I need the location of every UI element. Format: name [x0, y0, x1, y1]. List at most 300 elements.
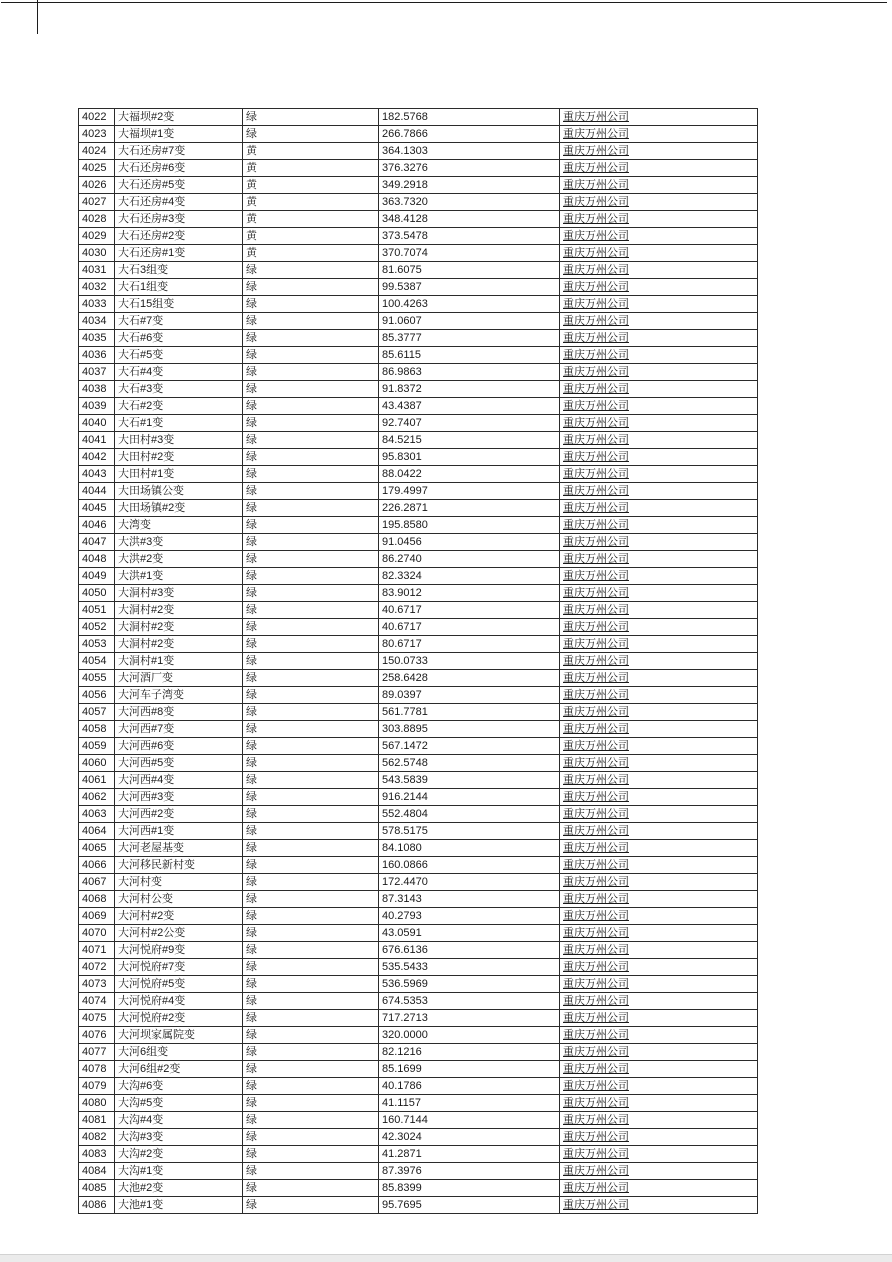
- row-id-cell[interactable]: 4049: [79, 568, 115, 585]
- station-name-cell[interactable]: 大石#3变: [115, 381, 243, 398]
- row-id-cell[interactable]: 4077: [79, 1044, 115, 1061]
- status-cell[interactable]: 绿: [243, 670, 379, 687]
- company-link[interactable]: 重庆万州公司: [563, 756, 629, 769]
- row-id-cell[interactable]: 4029: [79, 228, 115, 245]
- value-cell[interactable]: 258.6428: [379, 670, 560, 687]
- company-link[interactable]: 重庆万州公司: [563, 773, 629, 786]
- station-name-cell[interactable]: 大河移民新村变: [115, 857, 243, 874]
- station-name-cell[interactable]: 大田村#3变: [115, 432, 243, 449]
- value-cell[interactable]: 536.5969: [379, 976, 560, 993]
- station-name-cell[interactable]: 大石还房#7变: [115, 143, 243, 160]
- value-cell[interactable]: 85.8399: [379, 1180, 560, 1197]
- value-cell[interactable]: 89.0397: [379, 687, 560, 704]
- status-cell[interactable]: 绿: [243, 449, 379, 466]
- status-cell[interactable]: 绿: [243, 126, 379, 143]
- row-id-cell[interactable]: 4078: [79, 1061, 115, 1078]
- company-link[interactable]: 重庆万州公司: [563, 1028, 629, 1041]
- row-id-cell[interactable]: 4037: [79, 364, 115, 381]
- company-link[interactable]: 重庆万州公司: [563, 161, 629, 174]
- status-cell[interactable]: 绿: [243, 109, 379, 126]
- company-link[interactable]: 重庆万州公司: [563, 1164, 629, 1177]
- value-cell[interactable]: 84.5215: [379, 432, 560, 449]
- row-id-cell[interactable]: 4059: [79, 738, 115, 755]
- company-link[interactable]: 重庆万州公司: [563, 314, 629, 327]
- value-cell[interactable]: 160.7144: [379, 1112, 560, 1129]
- value-cell[interactable]: 100.4263: [379, 296, 560, 313]
- status-cell[interactable]: 绿: [243, 551, 379, 568]
- station-name-cell[interactable]: 大河6组变: [115, 1044, 243, 1061]
- station-name-cell[interactable]: 大石15组变: [115, 296, 243, 313]
- value-cell[interactable]: 41.2871: [379, 1146, 560, 1163]
- company-link[interactable]: 重庆万州公司: [563, 212, 629, 225]
- station-name-cell[interactable]: 大池#2变: [115, 1180, 243, 1197]
- value-cell[interactable]: 182.5768: [379, 109, 560, 126]
- station-name-cell[interactable]: 大石#5变: [115, 347, 243, 364]
- status-cell[interactable]: 绿: [243, 1197, 379, 1214]
- station-name-cell[interactable]: 大沟#1变: [115, 1163, 243, 1180]
- station-name-cell[interactable]: 大田村#2变: [115, 449, 243, 466]
- company-link[interactable]: 重庆万州公司: [563, 365, 629, 378]
- station-name-cell[interactable]: 大沟#6变: [115, 1078, 243, 1095]
- value-cell[interactable]: 84.1080: [379, 840, 560, 857]
- status-cell[interactable]: 绿: [243, 381, 379, 398]
- station-name-cell[interactable]: 大河西#1变: [115, 823, 243, 840]
- status-cell[interactable]: 绿: [243, 959, 379, 976]
- value-cell[interactable]: 82.1216: [379, 1044, 560, 1061]
- row-id-cell[interactable]: 4083: [79, 1146, 115, 1163]
- row-id-cell[interactable]: 4047: [79, 534, 115, 551]
- status-cell[interactable]: 绿: [243, 857, 379, 874]
- row-id-cell[interactable]: 4051: [79, 602, 115, 619]
- company-link[interactable]: 重庆万州公司: [563, 297, 629, 310]
- value-cell[interactable]: 86.9863: [379, 364, 560, 381]
- company-link[interactable]: 重庆万州公司: [563, 909, 629, 922]
- station-name-cell[interactable]: 大河西#2变: [115, 806, 243, 823]
- station-name-cell[interactable]: 大田村#1变: [115, 466, 243, 483]
- station-name-cell[interactable]: 大河坝家属院变: [115, 1027, 243, 1044]
- station-name-cell[interactable]: 大石还房#5变: [115, 177, 243, 194]
- station-name-cell[interactable]: 大河悦府#4变: [115, 993, 243, 1010]
- company-link[interactable]: 重庆万州公司: [563, 858, 629, 871]
- station-name-cell[interactable]: 大田场镇#2变: [115, 500, 243, 517]
- company-link[interactable]: 重庆万州公司: [563, 671, 629, 684]
- company-link[interactable]: 重庆万州公司: [563, 1181, 629, 1194]
- status-cell[interactable]: 绿: [243, 1146, 379, 1163]
- company-link[interactable]: 重庆万州公司: [563, 331, 629, 344]
- status-cell[interactable]: 绿: [243, 517, 379, 534]
- row-id-cell[interactable]: 4042: [79, 449, 115, 466]
- value-cell[interactable]: 567.1472: [379, 738, 560, 755]
- station-name-cell[interactable]: 大河悦府#9变: [115, 942, 243, 959]
- company-link[interactable]: 重庆万州公司: [563, 433, 629, 446]
- status-cell[interactable]: 黄: [243, 160, 379, 177]
- value-cell[interactable]: 85.3777: [379, 330, 560, 347]
- status-cell[interactable]: 绿: [243, 755, 379, 772]
- station-name-cell[interactable]: 大福坝#2变: [115, 109, 243, 126]
- row-id-cell[interactable]: 4073: [79, 976, 115, 993]
- value-cell[interactable]: 86.2740: [379, 551, 560, 568]
- station-name-cell[interactable]: 大石还房#3变: [115, 211, 243, 228]
- row-id-cell[interactable]: 4061: [79, 772, 115, 789]
- row-id-cell[interactable]: 4032: [79, 279, 115, 296]
- station-name-cell[interactable]: 大河悦府#7变: [115, 959, 243, 976]
- row-id-cell[interactable]: 4074: [79, 993, 115, 1010]
- company-link[interactable]: 重庆万州公司: [563, 195, 629, 208]
- company-link[interactable]: 重庆万州公司: [563, 246, 629, 259]
- row-id-cell[interactable]: 4070: [79, 925, 115, 942]
- status-cell[interactable]: 绿: [243, 840, 379, 857]
- company-link[interactable]: 重庆万州公司: [563, 1130, 629, 1143]
- station-name-cell[interactable]: 大沟#4变: [115, 1112, 243, 1129]
- station-name-cell[interactable]: 大洞村#2变: [115, 602, 243, 619]
- status-cell[interactable]: 绿: [243, 874, 379, 891]
- row-id-cell[interactable]: 4068: [79, 891, 115, 908]
- value-cell[interactable]: 95.8301: [379, 449, 560, 466]
- row-id-cell[interactable]: 4080: [79, 1095, 115, 1112]
- row-id-cell[interactable]: 4072: [79, 959, 115, 976]
- row-id-cell[interactable]: 4050: [79, 585, 115, 602]
- row-id-cell[interactable]: 4025: [79, 160, 115, 177]
- status-cell[interactable]: 绿: [243, 262, 379, 279]
- company-link[interactable]: 重庆万州公司: [563, 637, 629, 650]
- status-cell[interactable]: 绿: [243, 687, 379, 704]
- status-cell[interactable]: 绿: [243, 636, 379, 653]
- row-id-cell[interactable]: 4085: [79, 1180, 115, 1197]
- company-link[interactable]: 重庆万州公司: [563, 688, 629, 701]
- station-name-cell[interactable]: 大洪#1变: [115, 568, 243, 585]
- row-id-cell[interactable]: 4027: [79, 194, 115, 211]
- status-cell[interactable]: 绿: [243, 976, 379, 993]
- status-cell[interactable]: 绿: [243, 313, 379, 330]
- value-cell[interactable]: 348.4128: [379, 211, 560, 228]
- station-name-cell[interactable]: 大河村#2公变: [115, 925, 243, 942]
- row-id-cell[interactable]: 4067: [79, 874, 115, 891]
- value-cell[interactable]: 85.6115: [379, 347, 560, 364]
- value-cell[interactable]: 916.2144: [379, 789, 560, 806]
- row-id-cell[interactable]: 4062: [79, 789, 115, 806]
- company-link[interactable]: 重庆万州公司: [563, 110, 629, 123]
- company-link[interactable]: 重庆万州公司: [563, 807, 629, 820]
- station-name-cell[interactable]: 大石1组变: [115, 279, 243, 296]
- value-cell[interactable]: 674.5353: [379, 993, 560, 1010]
- row-id-cell[interactable]: 4056: [79, 687, 115, 704]
- station-name-cell[interactable]: 大河6组#2变: [115, 1061, 243, 1078]
- value-cell[interactable]: 578.5175: [379, 823, 560, 840]
- status-cell[interactable]: 黄: [243, 143, 379, 160]
- value-cell[interactable]: 303.8895: [379, 721, 560, 738]
- station-name-cell[interactable]: 大沟#5变: [115, 1095, 243, 1112]
- company-link[interactable]: 重庆万州公司: [563, 416, 629, 429]
- row-id-cell[interactable]: 4064: [79, 823, 115, 840]
- row-id-cell[interactable]: 4028: [79, 211, 115, 228]
- row-id-cell[interactable]: 4033: [79, 296, 115, 313]
- value-cell[interactable]: 676.6136: [379, 942, 560, 959]
- station-name-cell[interactable]: 大洪#3变: [115, 534, 243, 551]
- status-cell[interactable]: 绿: [243, 602, 379, 619]
- value-cell[interactable]: 95.7695: [379, 1197, 560, 1214]
- row-id-cell[interactable]: 4045: [79, 500, 115, 517]
- row-id-cell[interactable]: 4079: [79, 1078, 115, 1095]
- station-name-cell[interactable]: 大福坝#1变: [115, 126, 243, 143]
- company-link[interactable]: 重庆万州公司: [563, 790, 629, 803]
- value-cell[interactable]: 320.0000: [379, 1027, 560, 1044]
- value-cell[interactable]: 92.7407: [379, 415, 560, 432]
- value-cell[interactable]: 349.2918: [379, 177, 560, 194]
- value-cell[interactable]: 42.3024: [379, 1129, 560, 1146]
- row-id-cell[interactable]: 4023: [79, 126, 115, 143]
- status-cell[interactable]: 绿: [243, 364, 379, 381]
- station-name-cell[interactable]: 大河村#2变: [115, 908, 243, 925]
- value-cell[interactable]: 363.7320: [379, 194, 560, 211]
- row-id-cell[interactable]: 4053: [79, 636, 115, 653]
- company-link[interactable]: 重庆万州公司: [563, 943, 629, 956]
- station-name-cell[interactable]: 大河西#5变: [115, 755, 243, 772]
- station-name-cell[interactable]: 大河西#3变: [115, 789, 243, 806]
- station-name-cell[interactable]: 大石#4变: [115, 364, 243, 381]
- company-link[interactable]: 重庆万州公司: [563, 1198, 629, 1211]
- value-cell[interactable]: 370.7074: [379, 245, 560, 262]
- status-cell[interactable]: 绿: [243, 1078, 379, 1095]
- row-id-cell[interactable]: 4063: [79, 806, 115, 823]
- company-link[interactable]: 重庆万州公司: [563, 1113, 629, 1126]
- station-name-cell[interactable]: 大石#2变: [115, 398, 243, 415]
- status-cell[interactable]: 黄: [243, 194, 379, 211]
- company-link[interactable]: 重庆万州公司: [563, 586, 629, 599]
- row-id-cell[interactable]: 4038: [79, 381, 115, 398]
- row-id-cell[interactable]: 4082: [79, 1129, 115, 1146]
- company-link[interactable]: 重庆万州公司: [563, 824, 629, 837]
- value-cell[interactable]: 543.5839: [379, 772, 560, 789]
- station-name-cell[interactable]: 大洞村#1变: [115, 653, 243, 670]
- status-cell[interactable]: 黄: [243, 228, 379, 245]
- value-cell[interactable]: 562.5748: [379, 755, 560, 772]
- station-name-cell[interactable]: 大石#1变: [115, 415, 243, 432]
- company-link[interactable]: 重庆万州公司: [563, 484, 629, 497]
- company-link[interactable]: 重庆万州公司: [563, 518, 629, 531]
- value-cell[interactable]: 717.2713: [379, 1010, 560, 1027]
- company-link[interactable]: 重庆万州公司: [563, 1011, 629, 1024]
- status-cell[interactable]: 绿: [243, 993, 379, 1010]
- value-cell[interactable]: 83.9012: [379, 585, 560, 602]
- status-cell[interactable]: 绿: [243, 483, 379, 500]
- row-id-cell[interactable]: 4052: [79, 619, 115, 636]
- company-link[interactable]: 重庆万州公司: [563, 841, 629, 854]
- status-cell[interactable]: 绿: [243, 432, 379, 449]
- value-cell[interactable]: 88.0422: [379, 466, 560, 483]
- value-cell[interactable]: 266.7866: [379, 126, 560, 143]
- row-id-cell[interactable]: 4069: [79, 908, 115, 925]
- status-cell[interactable]: 绿: [243, 279, 379, 296]
- value-cell[interactable]: 91.0456: [379, 534, 560, 551]
- row-id-cell[interactable]: 4065: [79, 840, 115, 857]
- value-cell[interactable]: 40.6717: [379, 602, 560, 619]
- row-id-cell[interactable]: 4066: [79, 857, 115, 874]
- status-cell[interactable]: 绿: [243, 1112, 379, 1129]
- company-link[interactable]: 重庆万州公司: [563, 1079, 629, 1092]
- value-cell[interactable]: 160.0866: [379, 857, 560, 874]
- status-cell[interactable]: 绿: [243, 1044, 379, 1061]
- company-link[interactable]: 重庆万州公司: [563, 127, 629, 140]
- row-id-cell[interactable]: 4040: [79, 415, 115, 432]
- status-cell[interactable]: 绿: [243, 534, 379, 551]
- value-cell[interactable]: 195.8580: [379, 517, 560, 534]
- status-cell[interactable]: 绿: [243, 1027, 379, 1044]
- status-cell[interactable]: 绿: [243, 721, 379, 738]
- value-cell[interactable]: 43.0591: [379, 925, 560, 942]
- station-name-cell[interactable]: 大河酒厂变: [115, 670, 243, 687]
- value-cell[interactable]: 535.5433: [379, 959, 560, 976]
- company-link[interactable]: 重庆万州公司: [563, 263, 629, 276]
- company-link[interactable]: 重庆万州公司: [563, 739, 629, 752]
- value-cell[interactable]: 80.6717: [379, 636, 560, 653]
- value-cell[interactable]: 373.5478: [379, 228, 560, 245]
- company-link[interactable]: 重庆万州公司: [563, 1045, 629, 1058]
- value-cell[interactable]: 81.6075: [379, 262, 560, 279]
- status-cell[interactable]: 绿: [243, 619, 379, 636]
- station-name-cell[interactable]: 大石3组变: [115, 262, 243, 279]
- value-cell[interactable]: 99.5387: [379, 279, 560, 296]
- value-cell[interactable]: 40.2793: [379, 908, 560, 925]
- status-cell[interactable]: 绿: [243, 500, 379, 517]
- row-id-cell[interactable]: 4024: [79, 143, 115, 160]
- status-cell[interactable]: 绿: [243, 823, 379, 840]
- station-name-cell[interactable]: 大河车子湾变: [115, 687, 243, 704]
- value-cell[interactable]: 172.4470: [379, 874, 560, 891]
- company-link[interactable]: 重庆万州公司: [563, 1147, 629, 1160]
- station-name-cell[interactable]: 大沟#2变: [115, 1146, 243, 1163]
- row-id-cell[interactable]: 4026: [79, 177, 115, 194]
- status-cell[interactable]: 绿: [243, 704, 379, 721]
- station-name-cell[interactable]: 大河西#8变: [115, 704, 243, 721]
- status-cell[interactable]: 绿: [243, 330, 379, 347]
- company-link[interactable]: 重庆万州公司: [563, 875, 629, 888]
- value-cell[interactable]: 40.6717: [379, 619, 560, 636]
- status-cell[interactable]: 绿: [243, 1180, 379, 1197]
- status-cell[interactable]: 绿: [243, 1129, 379, 1146]
- station-name-cell[interactable]: 大河西#6变: [115, 738, 243, 755]
- row-id-cell[interactable]: 4039: [79, 398, 115, 415]
- status-cell[interactable]: 绿: [243, 568, 379, 585]
- row-id-cell[interactable]: 4054: [79, 653, 115, 670]
- status-cell[interactable]: 绿: [243, 789, 379, 806]
- company-link[interactable]: 重庆万州公司: [563, 960, 629, 973]
- station-name-cell[interactable]: 大河西#4变: [115, 772, 243, 789]
- status-cell[interactable]: 绿: [243, 347, 379, 364]
- station-name-cell[interactable]: 大石还房#4变: [115, 194, 243, 211]
- value-cell[interactable]: 364.1303: [379, 143, 560, 160]
- value-cell[interactable]: 85.1699: [379, 1061, 560, 1078]
- station-name-cell[interactable]: 大石#7变: [115, 313, 243, 330]
- station-name-cell[interactable]: 大田场镇公变: [115, 483, 243, 500]
- row-id-cell[interactable]: 4048: [79, 551, 115, 568]
- row-id-cell[interactable]: 4057: [79, 704, 115, 721]
- company-link[interactable]: 重庆万州公司: [563, 535, 629, 548]
- status-cell[interactable]: 黄: [243, 245, 379, 262]
- station-name-cell[interactable]: 大石还房#2变: [115, 228, 243, 245]
- company-link[interactable]: 重庆万州公司: [563, 229, 629, 242]
- status-cell[interactable]: 绿: [243, 908, 379, 925]
- station-name-cell[interactable]: 大石#6变: [115, 330, 243, 347]
- station-name-cell[interactable]: 大洞村#2变: [115, 619, 243, 636]
- status-cell[interactable]: 绿: [243, 806, 379, 823]
- company-link[interactable]: 重庆万州公司: [563, 654, 629, 667]
- row-id-cell[interactable]: 4081: [79, 1112, 115, 1129]
- row-id-cell[interactable]: 4022: [79, 109, 115, 126]
- company-link[interactable]: 重庆万州公司: [563, 1096, 629, 1109]
- status-cell[interactable]: 绿: [243, 925, 379, 942]
- station-name-cell[interactable]: 大洞村#2变: [115, 636, 243, 653]
- value-cell[interactable]: 552.4804: [379, 806, 560, 823]
- company-link[interactable]: 重庆万州公司: [563, 892, 629, 905]
- company-link[interactable]: 重庆万州公司: [563, 926, 629, 939]
- company-link[interactable]: 重庆万州公司: [563, 450, 629, 463]
- status-cell[interactable]: 绿: [243, 466, 379, 483]
- status-cell[interactable]: 绿: [243, 1095, 379, 1112]
- status-cell[interactable]: 黄: [243, 177, 379, 194]
- value-cell[interactable]: 40.1786: [379, 1078, 560, 1095]
- row-id-cell[interactable]: 4046: [79, 517, 115, 534]
- status-cell[interactable]: 绿: [243, 738, 379, 755]
- station-name-cell[interactable]: 大河老屋基变: [115, 840, 243, 857]
- row-id-cell[interactable]: 4055: [79, 670, 115, 687]
- row-id-cell[interactable]: 4058: [79, 721, 115, 738]
- row-id-cell[interactable]: 4060: [79, 755, 115, 772]
- company-link[interactable]: 重庆万州公司: [563, 178, 629, 191]
- station-name-cell[interactable]: 大石还房#6变: [115, 160, 243, 177]
- row-id-cell[interactable]: 4031: [79, 262, 115, 279]
- value-cell[interactable]: 82.3324: [379, 568, 560, 585]
- station-name-cell[interactable]: 大沟#3变: [115, 1129, 243, 1146]
- company-link[interactable]: 重庆万州公司: [563, 552, 629, 565]
- status-cell[interactable]: 绿: [243, 1061, 379, 1078]
- company-link[interactable]: 重庆万州公司: [563, 977, 629, 990]
- company-link[interactable]: 重庆万州公司: [563, 348, 629, 361]
- station-name-cell[interactable]: 大河村公变: [115, 891, 243, 908]
- row-id-cell[interactable]: 4044: [79, 483, 115, 500]
- value-cell[interactable]: 179.4997: [379, 483, 560, 500]
- row-id-cell[interactable]: 4035: [79, 330, 115, 347]
- row-id-cell[interactable]: 4043: [79, 466, 115, 483]
- value-cell[interactable]: 91.8372: [379, 381, 560, 398]
- company-link[interactable]: 重庆万州公司: [563, 1062, 629, 1075]
- row-id-cell[interactable]: 4036: [79, 347, 115, 364]
- station-name-cell[interactable]: 大河悦府#5变: [115, 976, 243, 993]
- value-cell[interactable]: 376.3276: [379, 160, 560, 177]
- value-cell[interactable]: 41.1157: [379, 1095, 560, 1112]
- status-cell[interactable]: 绿: [243, 1163, 379, 1180]
- station-name-cell[interactable]: 大洞村#3变: [115, 585, 243, 602]
- row-id-cell[interactable]: 4030: [79, 245, 115, 262]
- status-cell[interactable]: 绿: [243, 891, 379, 908]
- company-link[interactable]: 重庆万州公司: [563, 620, 629, 633]
- company-link[interactable]: 重庆万州公司: [563, 722, 629, 735]
- station-name-cell[interactable]: 大河村变: [115, 874, 243, 891]
- status-cell[interactable]: 绿: [243, 296, 379, 313]
- row-id-cell[interactable]: 4071: [79, 942, 115, 959]
- status-cell[interactable]: 绿: [243, 653, 379, 670]
- value-cell[interactable]: 226.2871: [379, 500, 560, 517]
- station-name-cell[interactable]: 大石还房#1变: [115, 245, 243, 262]
- row-id-cell[interactable]: 4034: [79, 313, 115, 330]
- company-link[interactable]: 重庆万州公司: [563, 382, 629, 395]
- status-cell[interactable]: 绿: [243, 1010, 379, 1027]
- value-cell[interactable]: 150.0733: [379, 653, 560, 670]
- company-link[interactable]: 重庆万州公司: [563, 705, 629, 718]
- status-cell[interactable]: 绿: [243, 585, 379, 602]
- company-link[interactable]: 重庆万州公司: [563, 144, 629, 157]
- company-link[interactable]: 重庆万州公司: [563, 569, 629, 582]
- value-cell[interactable]: 561.7781: [379, 704, 560, 721]
